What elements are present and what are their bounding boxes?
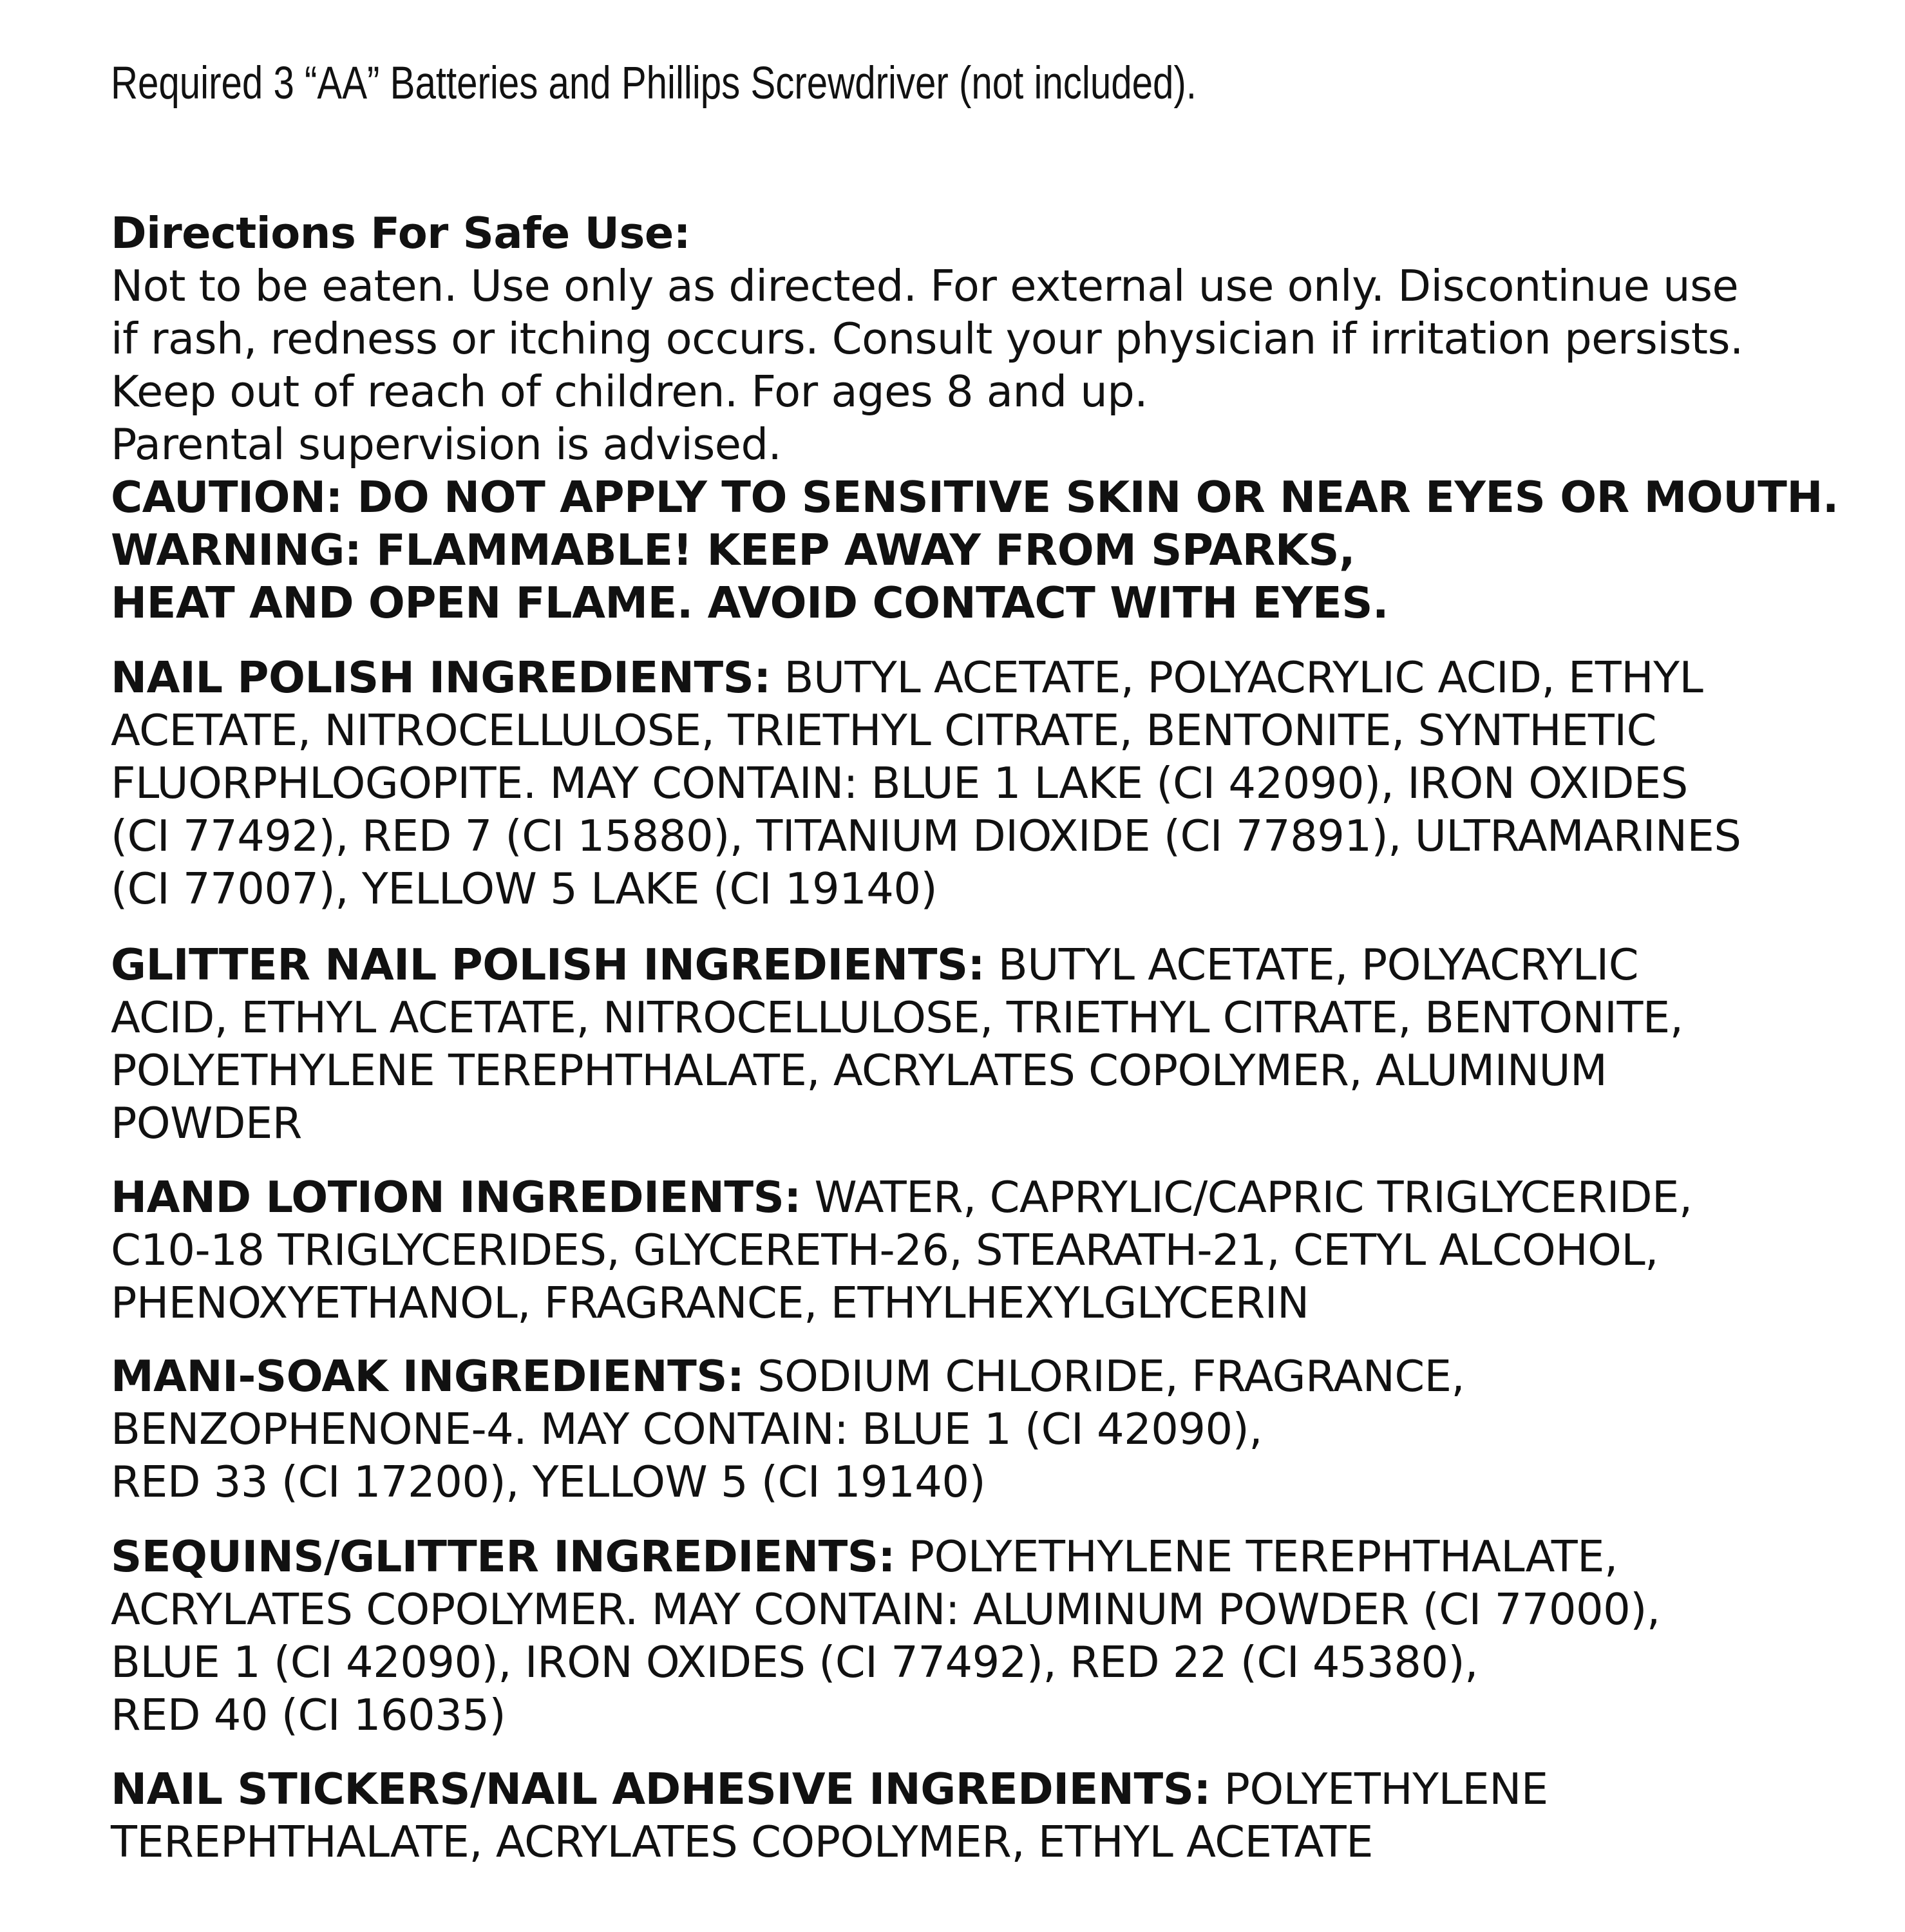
- ingredients-line: ACID, ETHYL ACETATE, NITROCELLULOSE, TRIETHYL CITRATE, BENTONITE,: [111, 992, 1683, 1043]
- ingredients-line: TEREPHTHALATE, ACRYLATES COPOLYMER, ETHYL ACETATE: [111, 1817, 1374, 1867]
- ingredients-text: BUTYL ACETATE, POLYACRYLIC: [984, 940, 1639, 990]
- ingredients-line: (CI 77492), RED 7 (CI 15880), TITANIUM DIOXIDE (CI 77891), ULTRAMARINES: [111, 811, 1741, 861]
- ingredients-line: BENZOPHENONE-4. MAY CONTAIN: BLUE 1 (CI 42090),: [111, 1404, 1263, 1454]
- directions-heading: Directions For Safe Use:: [111, 208, 691, 258]
- ingredients-text: WATER, CAPRYLIC/CAPRIC TRIGLYCERIDE,: [801, 1172, 1692, 1222]
- ingredients-first-line: [111, 1171, 1850, 1224]
- directions-line: Parental supervision is advised.: [111, 419, 782, 469]
- directions-line: Not to be eaten. Use only as directed. For external use only. Discontinue use: [111, 261, 1739, 311]
- ingredients-first-line: [111, 651, 1850, 704]
- ingredients-line: POLYETHYLENE TEREPHTHALATE, ACRYLATES COPOLYMER, ALUMINUM: [111, 1045, 1607, 1095]
- nail-polish-ingredients-section: [111, 651, 1850, 915]
- ingredients-label: GLITTER NAIL POLISH INGREDIENTS:: [111, 940, 985, 990]
- ingredients-line: C10-18 TRIGLYCERIDES, GLYCERETH-26, STEARATH-21, CETYL ALCOHOL,: [111, 1225, 1658, 1275]
- ingredients-line: PHENOXYETHANOL, FRAGRANCE, ETHYLHEXYLGLYCERIN: [111, 1278, 1309, 1328]
- ingredients-label: NAIL POLISH INGREDIENTS:: [111, 652, 771, 703]
- flammable-warning-line: WARNING: FLAMMABLE! KEEP AWAY FROM SPARKS,: [111, 525, 1355, 575]
- ingredients-text: SODIUM CHLORIDE, FRAGRANCE,: [744, 1351, 1465, 1401]
- ingredients-line: ACRYLATES COPOLYMER. MAY CONTAIN: ALUMINUM POWDER (CI 77000),: [111, 1584, 1660, 1634]
- sequins-glitter-ingredients-section: [111, 1530, 1850, 1741]
- ingredients-label: NAIL STICKERS/NAIL ADHESIVE INGREDIENTS:: [111, 1764, 1211, 1814]
- ingredients-line: BLUE 1 (CI 42090), IRON OXIDES (CI 77492), RED 22 (CI 45380),: [111, 1637, 1478, 1687]
- battery-requirement-note: Required 3 “AA” Batteries and Phillips Screwdriver (not included).: [111, 58, 1197, 109]
- glitter-nail-polish-ingredients-section: [111, 938, 1850, 1150]
- directions-line: Keep out of reach of children. For ages 8 and up.: [111, 366, 1148, 417]
- caution-warning: CAUTION: DO NOT APPLY TO SENSITIVE SKIN OR NEAR EYES OR MOUTH.: [111, 472, 1839, 522]
- ingredients-text: POLYETHYLENE TEREPHTHALATE,: [895, 1531, 1618, 1582]
- mani-soak-ingredients-section: [111, 1350, 1850, 1508]
- hand-lotion-ingredients-section: [111, 1171, 1850, 1329]
- ingredients-first-line: [111, 938, 1850, 991]
- ingredients-label: SEQUINS/GLITTER INGREDIENTS:: [111, 1531, 895, 1582]
- ingredients-label: MANI-SOAK INGREDIENTS:: [111, 1351, 744, 1401]
- ingredients-text: BUTYL ACETATE, POLYACRYLIC ACID, ETHYL: [770, 652, 1703, 703]
- ingredients-line: FLUORPHLOGOPITE. MAY CONTAIN: BLUE 1 LAKE (CI 42090), IRON OXIDES: [111, 758, 1688, 808]
- directions-line: if rash, redness or itching occurs. Consult your physician if irritation persists.: [111, 314, 1743, 364]
- ingredients-line: ACETATE, NITROCELLULOSE, TRIETHYL CITRATE, BENTONITE, SYNTHETIC: [111, 705, 1656, 755]
- ingredients-line: RED 40 (CI 16035): [111, 1690, 506, 1740]
- nail-stickers-adhesive-ingredients-section: [111, 1763, 1850, 1868]
- ingredients-label: HAND LOTION INGREDIENTS:: [111, 1172, 801, 1222]
- ingredients-text: POLYETHYLENE: [1210, 1764, 1548, 1814]
- directions-section: [111, 207, 1850, 629]
- ingredients-first-line: [111, 1763, 1850, 1815]
- ingredients-line: RED 33 (CI 17200), YELLOW 5 (CI 19140): [111, 1457, 986, 1507]
- flammable-warning-line: HEAT AND OPEN FLAME. AVOID CONTACT WITH EYES.: [111, 578, 1388, 628]
- ingredients-line: POWDER: [111, 1098, 302, 1148]
- ingredients-first-line: [111, 1530, 1850, 1583]
- ingredients-first-line: [111, 1350, 1850, 1403]
- ingredients-line: (CI 77007), YELLOW 5 LAKE (CI 19140): [111, 864, 938, 914]
